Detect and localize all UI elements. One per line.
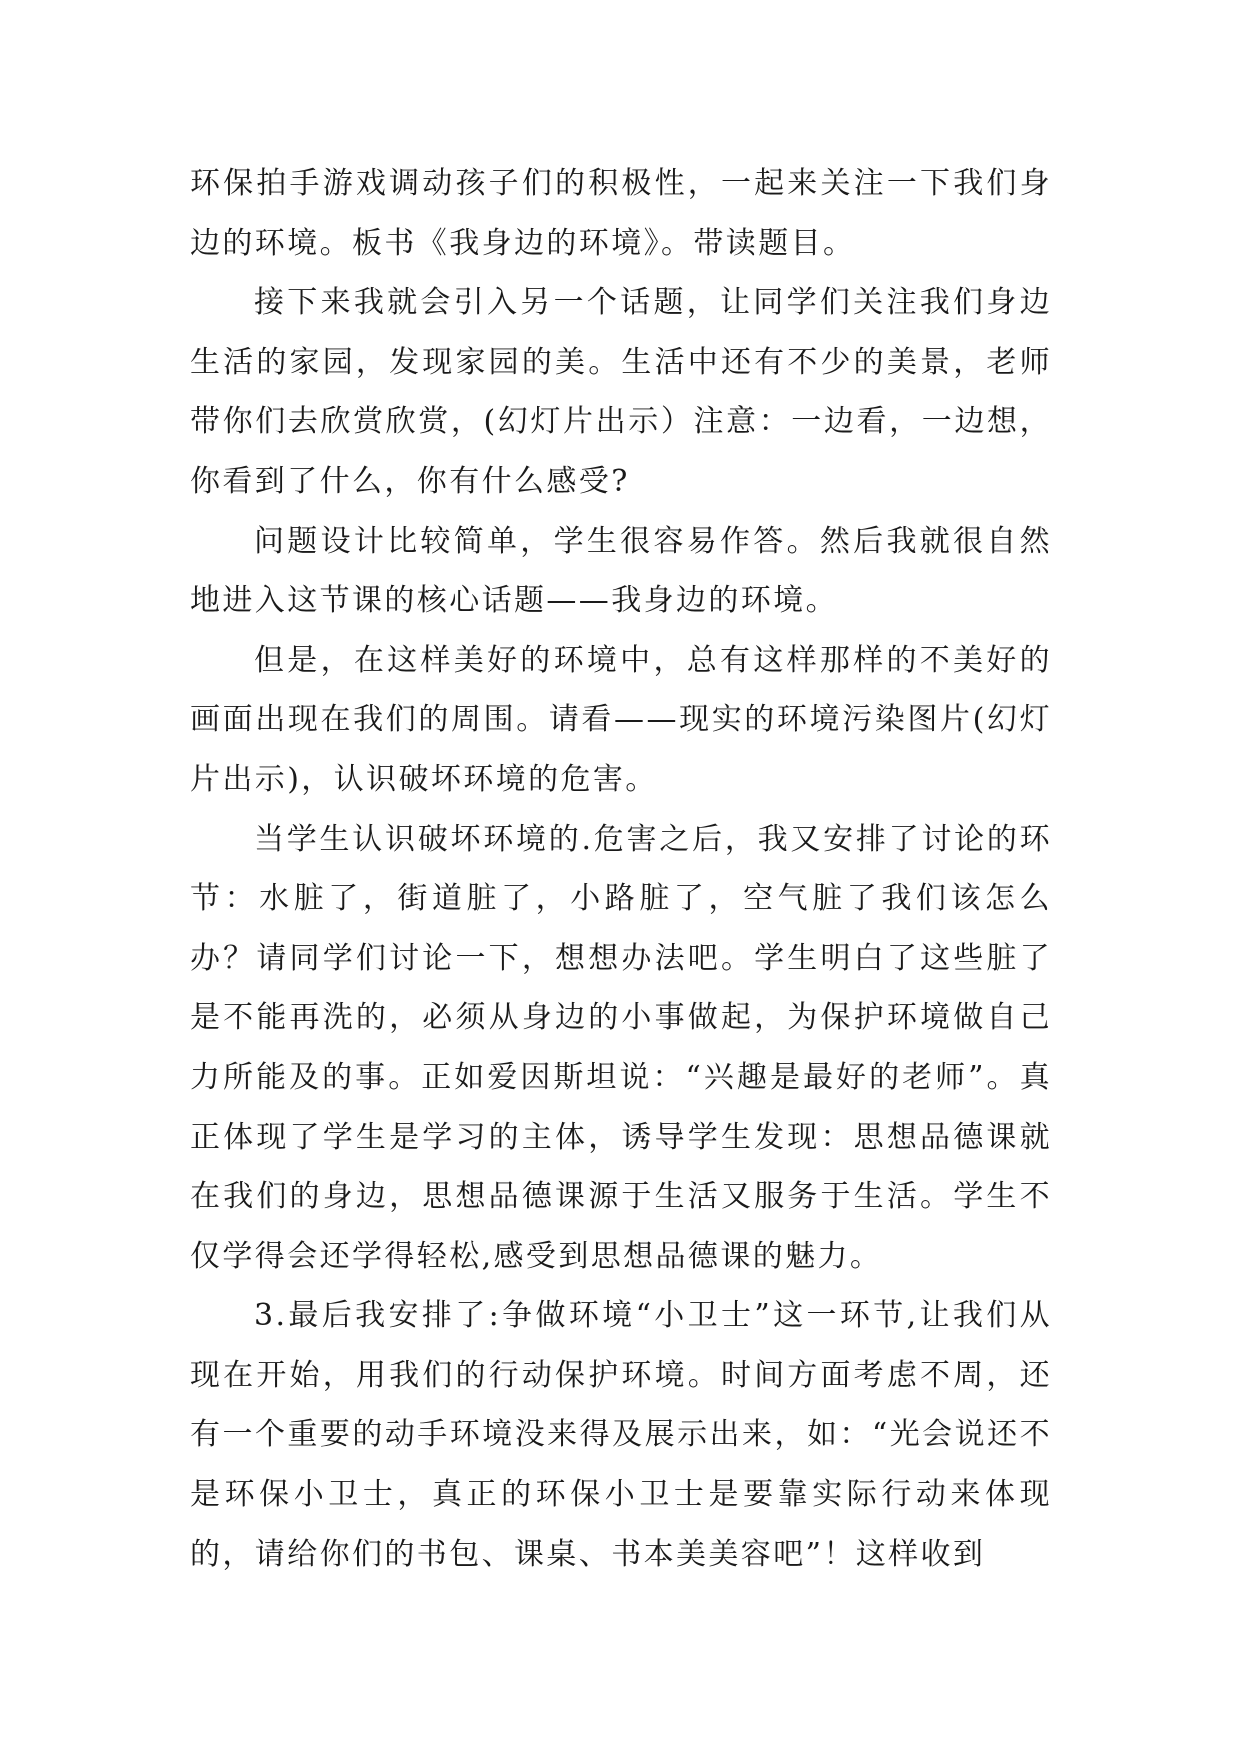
paragraph-5: 当学生认识破坏环境的.危害之后，我又安排了讨论的环节：水脏了，街道脏了，小路脏了，空气脏了我们该怎么办？请同学们讨论一下，想想办法吧。学生明白了这些脏了是不能再洗的，必须从身边的小事做起，为保护环境做自己力所能及的事。正如爱因斯坦说：“兴趣是最好的老师”。真正体现了学生是学习的主体，诱导学生发现：思想品德课就在我们的身边，思想品德课源于生活又服务于生活。学生不仅学得会还学得轻松,感受到思想品德课的魅力。 bbox=[190, 821, 1052, 1274]
paragraph-3: 问题设计比较简单，学生很容易作答。然后我就很自然地进入这节课的核心话题——我身边的环境。 bbox=[190, 523, 1052, 619]
paragraph-2: 接下来我就会引入另一个话题，让同学们关注我们身边生活的家园，发现家园的美。生活中还有不少的美景，老师带你们去欣赏欣赏，(幻灯片出示）注意：一边看，一边想，你看到了什么，你有什么感受? bbox=[190, 285, 1052, 499]
paragraph-6: 3.最后我安排了:争做环境“小卫士”这一环节,让我们从现在开始，用我们的行动保护环境。时间方面考虑不周，还有一个重要的动手环境没来得及展示出来，如：“光会说还不是环保小卫士，真正的环保小卫士是要靠实际行动来体现的，请给你们的书包、课桌、书本美美容吧”！这样收到 bbox=[190, 1298, 1052, 1572]
paragraph-4: 但是，在这样美好的环境中，总有这样那样的不美好的画面出现在我们的周围。请看——现实的环境污染图片(幻灯片出示)，认识破坏环境的危害。 bbox=[190, 642, 1052, 797]
body-text bbox=[190, 154, 1052, 1584]
paragraph-1: 环保拍手游戏调动孩子们的积极性，一起来关注一下我们身边的环境。板书《我身边的环境》。带读题目。 bbox=[190, 166, 1052, 261]
